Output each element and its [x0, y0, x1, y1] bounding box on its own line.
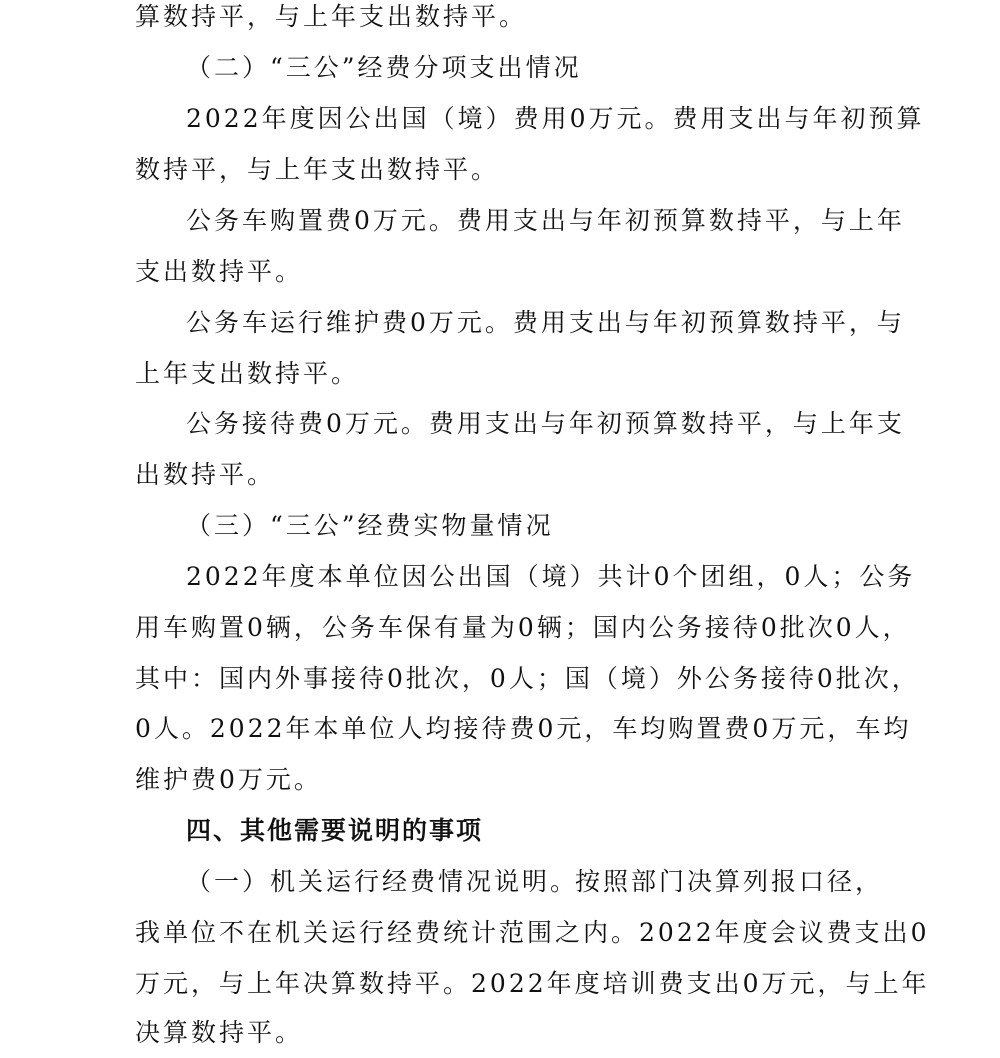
- paragraph-line: 万元，与上年决算数持平。2022年度培训费支出0万元，与上年: [135, 969, 930, 998]
- section-heading: （二）“三公”经费分项支出情况: [186, 53, 582, 82]
- paragraph-line: 上年支出数持平。: [135, 359, 360, 388]
- paragraph-line: 决算数持平。: [135, 1018, 304, 1047]
- paragraph-line: 2022年度本单位因公出国（境）共计0个团组，0人；公务: [186, 562, 916, 591]
- section-heading: （三）“三公”经费实物量情况: [186, 511, 554, 540]
- paragraph-line: 公务接待费0万元。费用支出与年初预算数持平，与上年支: [186, 409, 905, 438]
- paragraph-line: 公务车购置费0万元。费用支出与年初预算数持平，与上年: [186, 206, 905, 235]
- paragraph-line: 出数持平。: [135, 460, 276, 489]
- paragraph-line: 2022年度因公出国（境）费用0万元。费用支出与年初预算: [186, 104, 925, 133]
- paragraph-line: 0人。2022年本单位人均接待费0元，车均购置费0万元，车均: [135, 714, 912, 743]
- paragraph-line: 支出数持平。: [135, 257, 304, 286]
- paragraph-line: 数持平，与上年支出数持平。: [135, 155, 500, 184]
- paragraph-line: 公务车运行维护费0万元。费用支出与年初预算数持平，与: [186, 308, 905, 337]
- paragraph-line: 按照部门决算列报口径，: [575, 867, 884, 896]
- chapter-heading: 四、其他需要说明的事项: [186, 816, 484, 845]
- paragraph-line: 用车购置0辆，公务车保有量为0辆；国内公务接待0批次0人，: [135, 613, 911, 642]
- paragraph-line: 我单位不在机关运行经费统计范围之内。2022年度会议费支出0: [135, 918, 930, 947]
- paragraph-line: 其中：国内外事接待0批次，0人；国（境）外公务接待0批次，: [135, 664, 920, 693]
- paragraph-line: 算数持平，与上年支出数持平。: [135, 2, 528, 31]
- paragraph-line: （一）机关运行经费情况说明。: [186, 867, 579, 896]
- paragraph-line: 维护费0万元。: [135, 765, 322, 794]
